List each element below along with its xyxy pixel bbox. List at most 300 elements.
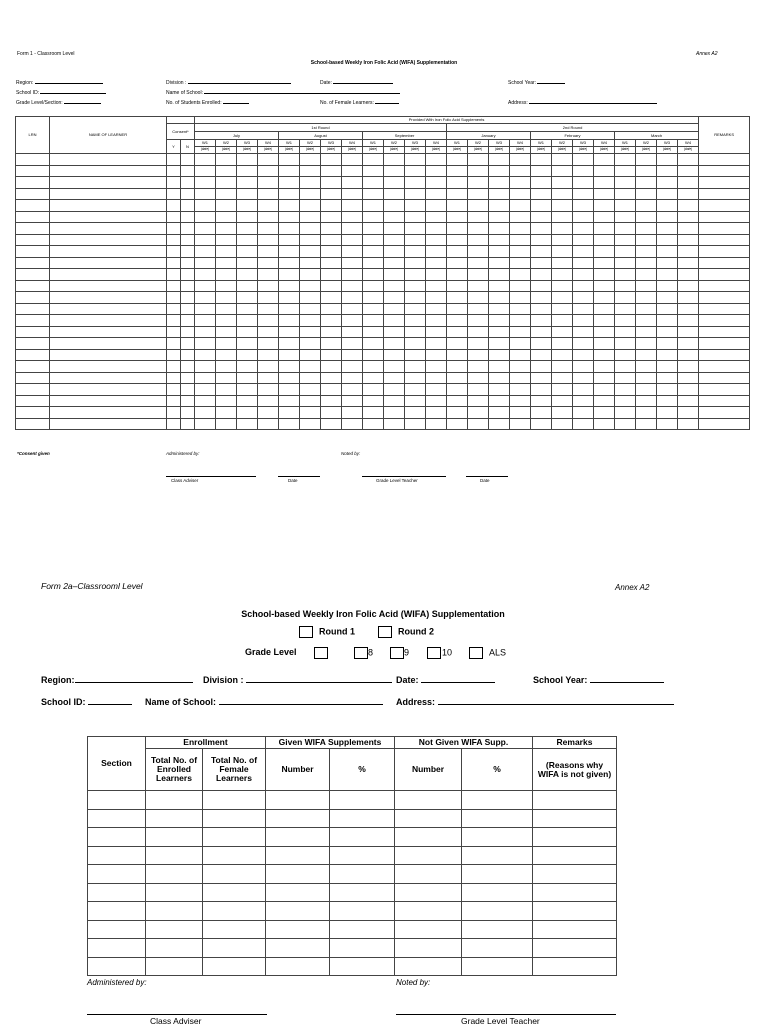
table-cell[interactable] [146,865,203,884]
table-cell[interactable] [678,384,699,396]
table-cell[interactable] [363,269,384,281]
table-cell[interactable] [363,338,384,350]
table-cell[interactable] [594,200,615,212]
table-cell[interactable] [636,292,657,304]
table-cell[interactable] [489,234,510,246]
table-cell[interactable] [195,257,216,269]
table-cell[interactable] [699,418,750,430]
table-cell[interactable] [321,338,342,350]
table-cell[interactable] [279,384,300,396]
table-cell[interactable] [237,384,258,396]
table-cell[interactable] [468,338,489,350]
table-cell[interactable] [216,418,237,430]
table-cell[interactable] [300,303,321,315]
table-cell[interactable] [447,395,468,407]
table-cell[interactable] [321,257,342,269]
table-cell[interactable] [426,418,447,430]
table-cell[interactable] [16,269,50,281]
table-cell[interactable] [699,188,750,200]
table-cell[interactable] [447,234,468,246]
table-cell[interactable] [181,418,195,430]
table-cell[interactable] [167,234,181,246]
table-cell[interactable] [181,154,195,166]
table-cell[interactable] [50,211,167,223]
table-cell[interactable] [657,165,678,177]
table-cell[interactable] [342,177,363,189]
table-cell[interactable] [426,372,447,384]
table-cell[interactable] [615,292,636,304]
table-cell[interactable] [615,234,636,246]
table-cell[interactable] [181,200,195,212]
table-cell[interactable] [384,292,405,304]
table-cell[interactable] [181,338,195,350]
table-cell[interactable] [167,188,181,200]
table-cell[interactable] [468,177,489,189]
table-cell[interactable] [615,338,636,350]
table-cell[interactable] [300,177,321,189]
table-cell[interactable] [279,211,300,223]
table-cell[interactable] [330,939,395,958]
table-cell[interactable] [50,200,167,212]
table-cell[interactable] [16,349,50,361]
table-cell[interactable] [468,234,489,246]
round1-option[interactable]: Round 1 [299,626,355,638]
table-cell[interactable] [258,165,279,177]
table-cell[interactable] [395,883,462,902]
table-cell[interactable] [16,372,50,384]
table-cell[interactable] [167,246,181,258]
table-cell[interactable] [615,326,636,338]
table-cell[interactable] [489,269,510,281]
table-cell[interactable] [258,154,279,166]
table-cell[interactable] [384,372,405,384]
table-cell[interactable] [636,349,657,361]
table-cell[interactable] [615,246,636,258]
table-cell[interactable] [167,338,181,350]
table-cell[interactable] [395,828,462,847]
table-cell[interactable] [88,957,146,976]
table-cell[interactable] [636,395,657,407]
table-cell[interactable] [279,165,300,177]
table-cell[interactable] [279,200,300,212]
table-cell[interactable] [384,223,405,235]
table-cell[interactable] [167,257,181,269]
table-cell[interactable] [531,338,552,350]
table-cell[interactable] [489,165,510,177]
table-cell[interactable] [363,418,384,430]
table-cell[interactable] [195,407,216,419]
table-cell[interactable] [533,809,617,828]
table-cell[interactable] [342,234,363,246]
table-cell[interactable] [237,177,258,189]
table-cell[interactable] [405,372,426,384]
table-cell[interactable] [146,791,203,810]
table-cell[interactable] [636,177,657,189]
table-cell[interactable] [50,154,167,166]
table-cell[interactable] [594,234,615,246]
table-cell[interactable] [552,257,573,269]
table-cell[interactable] [699,269,750,281]
table-cell[interactable] [699,326,750,338]
table-cell[interactable] [321,165,342,177]
table-cell[interactable] [342,395,363,407]
table-cell[interactable] [462,957,533,976]
table-cell[interactable] [237,303,258,315]
table-cell[interactable] [594,154,615,166]
table-cell[interactable] [636,407,657,419]
table-cell[interactable] [552,165,573,177]
table-cell[interactable] [216,349,237,361]
table-cell[interactable] [300,223,321,235]
table-cell[interactable] [615,384,636,396]
table-cell[interactable] [300,234,321,246]
table-cell[interactable] [167,269,181,281]
form1-students-enrolled-field[interactable]: No. of Students Enrolled: [166,100,249,106]
table-cell[interactable] [16,211,50,223]
table-cell[interactable] [636,384,657,396]
table-cell[interactable] [203,828,266,847]
table-cell[interactable] [279,372,300,384]
table-cell[interactable] [330,920,395,939]
table-cell[interactable] [699,372,750,384]
table-cell[interactable] [384,188,405,200]
table-cell[interactable] [266,865,330,884]
table-cell[interactable] [363,315,384,327]
table-cell[interactable] [510,361,531,373]
table-cell[interactable] [699,257,750,269]
table-cell[interactable] [531,361,552,373]
table-cell[interactable] [426,177,447,189]
table-cell[interactable] [181,326,195,338]
table-cell[interactable] [510,326,531,338]
table-cell[interactable] [552,338,573,350]
table-cell[interactable] [16,395,50,407]
table-cell[interactable] [405,326,426,338]
table-cell[interactable] [50,361,167,373]
table-cell[interactable] [216,315,237,327]
table-cell[interactable] [16,177,50,189]
table-cell[interactable] [203,846,266,865]
table-cell[interactable] [426,338,447,350]
table-cell[interactable] [237,188,258,200]
table-cell[interactable] [426,407,447,419]
table-cell[interactable] [699,361,750,373]
table-cell[interactable] [636,418,657,430]
table-cell[interactable] [594,338,615,350]
table-cell[interactable] [468,223,489,235]
table-cell[interactable] [384,361,405,373]
table-cell[interactable] [216,384,237,396]
table-cell[interactable] [16,165,50,177]
table-cell[interactable] [510,165,531,177]
table-cell[interactable] [510,407,531,419]
table-cell[interactable] [678,349,699,361]
table-cell[interactable] [195,326,216,338]
table-cell[interactable] [279,303,300,315]
table-cell[interactable] [50,349,167,361]
table-cell[interactable] [426,188,447,200]
table-cell[interactable] [167,326,181,338]
round2-checkbox[interactable] [378,626,392,638]
table-cell[interactable] [16,154,50,166]
table-cell[interactable] [447,246,468,258]
table-cell[interactable] [447,338,468,350]
table-cell[interactable] [699,200,750,212]
table-cell[interactable] [88,920,146,939]
table-cell[interactable] [489,200,510,212]
table-cell[interactable] [167,200,181,212]
table-cell[interactable] [216,338,237,350]
table-cell[interactable] [203,883,266,902]
table-cell[interactable] [195,384,216,396]
table-cell[interactable] [489,188,510,200]
table-cell[interactable] [300,361,321,373]
form1-date-line-2[interactable] [466,476,508,477]
table-cell[interactable] [699,280,750,292]
table-cell[interactable] [678,303,699,315]
table-cell[interactable] [615,269,636,281]
table-cell[interactable] [266,828,330,847]
table-cell[interactable] [395,865,462,884]
table-cell[interactable] [181,211,195,223]
table-cell[interactable] [237,338,258,350]
table-cell[interactable] [384,154,405,166]
form1-teacher-signature-line[interactable] [362,476,446,477]
table-cell[interactable] [321,326,342,338]
table-cell[interactable] [279,361,300,373]
table-cell[interactable] [573,418,594,430]
table-cell[interactable] [405,223,426,235]
table-cell[interactable] [573,292,594,304]
table-cell[interactable] [531,303,552,315]
table-cell[interactable] [216,395,237,407]
table-cell[interactable] [552,372,573,384]
table-cell[interactable] [552,361,573,373]
table-cell[interactable] [447,326,468,338]
table-cell[interactable] [237,257,258,269]
table-cell[interactable] [237,418,258,430]
table-cell[interactable] [300,188,321,200]
table-cell[interactable] [363,165,384,177]
table-cell[interactable] [258,407,279,419]
table-cell[interactable] [279,154,300,166]
table-cell[interactable] [258,292,279,304]
table-cell[interactable] [533,791,617,810]
table-cell[interactable] [531,269,552,281]
table-cell[interactable] [531,384,552,396]
table-cell[interactable] [146,902,203,921]
table-cell[interactable] [447,200,468,212]
table-cell[interactable] [510,280,531,292]
table-cell[interactable] [167,384,181,396]
table-cell[interactable] [342,269,363,281]
table-cell[interactable] [181,246,195,258]
table-cell[interactable] [16,303,50,315]
table-cell[interactable] [181,384,195,396]
table-cell[interactable] [636,223,657,235]
table-cell[interactable] [594,384,615,396]
table-cell[interactable] [384,303,405,315]
table-cell[interactable] [594,223,615,235]
table-cell[interactable] [181,165,195,177]
table-cell[interactable] [384,234,405,246]
table-cell[interactable] [678,372,699,384]
table-cell[interactable] [216,211,237,223]
table-cell[interactable] [279,234,300,246]
table-cell[interactable] [16,280,50,292]
table-cell[interactable] [510,154,531,166]
table-cell[interactable] [447,165,468,177]
table-cell[interactable] [468,292,489,304]
table-cell[interactable] [657,211,678,223]
table-cell[interactable] [300,407,321,419]
table-cell[interactable] [533,846,617,865]
table-cell[interactable] [447,257,468,269]
table-cell[interactable] [195,372,216,384]
table-cell[interactable] [363,177,384,189]
table-cell[interactable] [462,883,533,902]
table-cell[interactable] [531,395,552,407]
table-cell[interactable] [50,338,167,350]
table-cell[interactable] [552,188,573,200]
table-cell[interactable] [363,395,384,407]
table-cell[interactable] [531,154,552,166]
table-cell[interactable] [552,326,573,338]
table-cell[interactable] [279,246,300,258]
table-cell[interactable] [468,269,489,281]
table-cell[interactable] [657,315,678,327]
table-cell[interactable] [657,200,678,212]
table-cell[interactable] [195,418,216,430]
table-cell[interactable] [447,303,468,315]
table-cell[interactable] [237,223,258,235]
table-cell[interactable] [258,269,279,281]
table-cell[interactable] [552,246,573,258]
table-cell[interactable] [300,418,321,430]
table-cell[interactable] [531,200,552,212]
table-cell[interactable] [615,372,636,384]
table-cell[interactable] [573,326,594,338]
table-cell[interactable] [266,846,330,865]
table-cell[interactable] [266,902,330,921]
table-cell[interactable] [342,200,363,212]
table-cell[interactable] [531,349,552,361]
table-cell[interactable] [321,315,342,327]
table-cell[interactable] [573,395,594,407]
table-cell[interactable] [266,883,330,902]
table-cell[interactable] [657,234,678,246]
table-cell[interactable] [489,154,510,166]
table-cell[interactable] [657,223,678,235]
table-cell[interactable] [50,315,167,327]
table-cell[interactable] [636,200,657,212]
table-cell[interactable] [384,349,405,361]
table-cell[interactable] [384,407,405,419]
table-cell[interactable] [330,883,395,902]
table-cell[interactable] [678,200,699,212]
table-cell[interactable] [426,292,447,304]
table-cell[interactable] [279,315,300,327]
table-cell[interactable] [258,257,279,269]
table-cell[interactable] [573,211,594,223]
table-cell[interactable] [258,246,279,258]
table-cell[interactable] [384,257,405,269]
table-cell[interactable] [363,188,384,200]
table-cell[interactable] [321,384,342,396]
form2-school-id-field[interactable]: School ID: [41,697,132,707]
table-cell[interactable] [342,407,363,419]
form2-division-field[interactable]: Division : [203,675,392,685]
table-cell[interactable] [279,188,300,200]
table-cell[interactable] [657,384,678,396]
table-cell[interactable] [88,939,146,958]
table-cell[interactable] [50,165,167,177]
table-cell[interactable] [342,338,363,350]
table-cell[interactable] [258,372,279,384]
table-cell[interactable] [426,154,447,166]
table-cell[interactable] [146,939,203,958]
table-cell[interactable] [216,257,237,269]
table-cell[interactable] [678,292,699,304]
table-cell[interactable] [195,395,216,407]
table-cell[interactable] [384,315,405,327]
table-cell[interactable] [195,211,216,223]
table-cell[interactable] [195,234,216,246]
table-cell[interactable] [279,338,300,350]
table-cell[interactable] [426,257,447,269]
table-cell[interactable] [342,211,363,223]
table-cell[interactable] [321,361,342,373]
table-cell[interactable] [615,223,636,235]
table-cell[interactable] [384,246,405,258]
table-cell[interactable] [181,361,195,373]
table-cell[interactable] [531,223,552,235]
table-cell[interactable] [237,349,258,361]
table-cell[interactable] [636,188,657,200]
table-cell[interactable] [510,269,531,281]
table-cell[interactable] [50,292,167,304]
table-cell[interactable] [195,292,216,304]
form2-teacher-signature-line[interactable] [396,1014,616,1015]
table-cell[interactable] [279,418,300,430]
table-cell[interactable] [266,939,330,958]
table-cell[interactable] [237,292,258,304]
table-cell[interactable] [573,372,594,384]
table-cell[interactable] [678,407,699,419]
table-cell[interactable] [510,372,531,384]
table-cell[interactable] [300,200,321,212]
table-cell[interactable] [279,292,300,304]
table-cell[interactable] [636,361,657,373]
table-cell[interactable] [573,407,594,419]
table-cell[interactable] [699,338,750,350]
table-cell[interactable] [321,292,342,304]
table-cell[interactable] [88,865,146,884]
table-cell[interactable] [50,372,167,384]
table-cell[interactable] [321,200,342,212]
table-cell[interactable] [342,292,363,304]
table-cell[interactable] [489,303,510,315]
form1-date-line-1[interactable] [278,476,320,477]
grade-option-8[interactable]: 8 [354,647,373,659]
table-cell[interactable] [167,211,181,223]
table-cell[interactable] [533,902,617,921]
table-cell[interactable] [405,418,426,430]
table-cell[interactable] [237,165,258,177]
table-cell[interactable] [203,791,266,810]
table-cell[interactable] [510,315,531,327]
table-cell[interactable] [552,315,573,327]
